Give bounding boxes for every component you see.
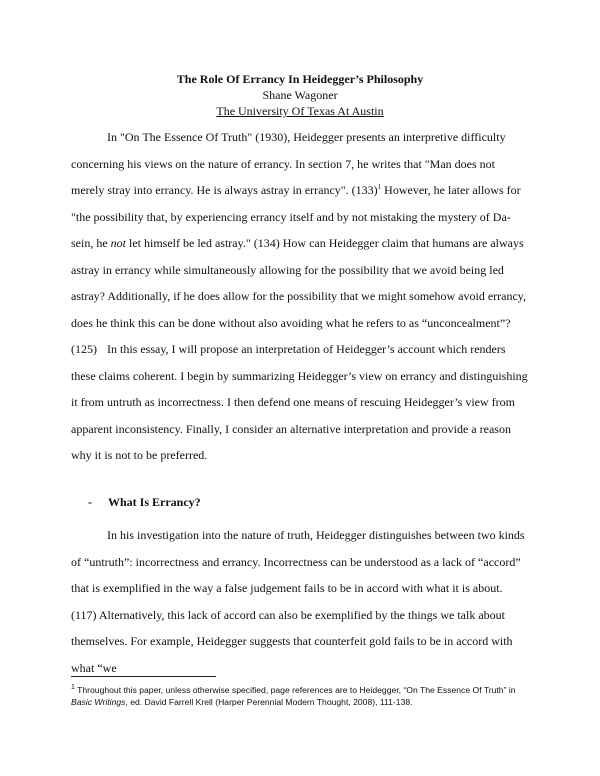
paragraph-text: In "On The Essence Of Truth" (1930), Heidegger presents an interpretive difficulty concerning his views on the nature of errancy. In section 7, he writes that "Man does not merely stray into errancy. He is always astray in errancy". (133): [71, 130, 506, 197]
section-heading: [88, 495, 201, 510]
heading-bullet: -: [88, 495, 92, 509]
paragraph-text: let himself be led astray." (134) How can Heidegger claim that humans are always astray in errancy while simultaneously allowing for the possibility that we avoid being led astray? Additionally, if he does allow for the possibility that we might somehow avoid errancy, does he think this can be done without also avoiding what he refers to as “unconcealment”? (125): [71, 236, 527, 356]
heading-text: What Is Errancy?: [108, 495, 201, 509]
emphasized-word: not: [110, 236, 126, 250]
author-name: Shane Wagoner: [262, 88, 338, 102]
footnote-marker: 1: [71, 684, 75, 692]
paragraph-overview: [71, 336, 529, 469]
footnote: [71, 684, 529, 708]
footnote-book-title: Basic Writings: [71, 697, 126, 707]
author-affiliation: The University Of Texas At Austin: [216, 104, 384, 118]
paper-title: The Role Of Errancy In Heidegger’s Philosophy: [176, 72, 424, 86]
footnote-text: Throughout this paper, unless otherwise specified, page references are to Heidegger, “On The Essence Of Truth” in: [74, 685, 516, 695]
footnote-text: , ed. David Farrell Krell (Harper Perennial Modern Thought, 2008), 111-138.: [125, 697, 413, 707]
paragraph-text: In this essay, I will propose an interpretation of Heidegger’s account which renders these claims coherent. I begin by summarizing Heidegger’s view on errancy and distinguishing it from untruth as incorrectness. I then defend one means of rescuing Heidegger’s view from apparent inconsistency. Finally, I consider an alternative interpretation and provide a reason why it is not to be preferred.: [71, 342, 528, 462]
footnote-reference[interactable]: 1: [377, 183, 382, 191]
footnote-divider: [71, 676, 216, 677]
paragraph-text: In his investigation into the nature of truth, Heidegger distinguishes between two kinds of “untruth”: incorrectness and errancy. Incorrectness can be understood as a lack of “accord” that is exemplified in the way a false judgement fails to be in accord with what it is about. (117) Alternatively, this lack of accord can also be exemplified by the things we talk about themselves. For example, Heidegger suggests that counterfeit gold fails to be in accord with what “we: [71, 528, 525, 675]
title-block: [0, 71, 600, 119]
paragraph-errancy: [71, 522, 529, 681]
paragraph-text: However, he later allows for "the possibility that, by experiencing errancy itself and by not mistaking the mystery of Da-sein, he: [71, 183, 521, 250]
paragraph-intro: [71, 124, 529, 363]
